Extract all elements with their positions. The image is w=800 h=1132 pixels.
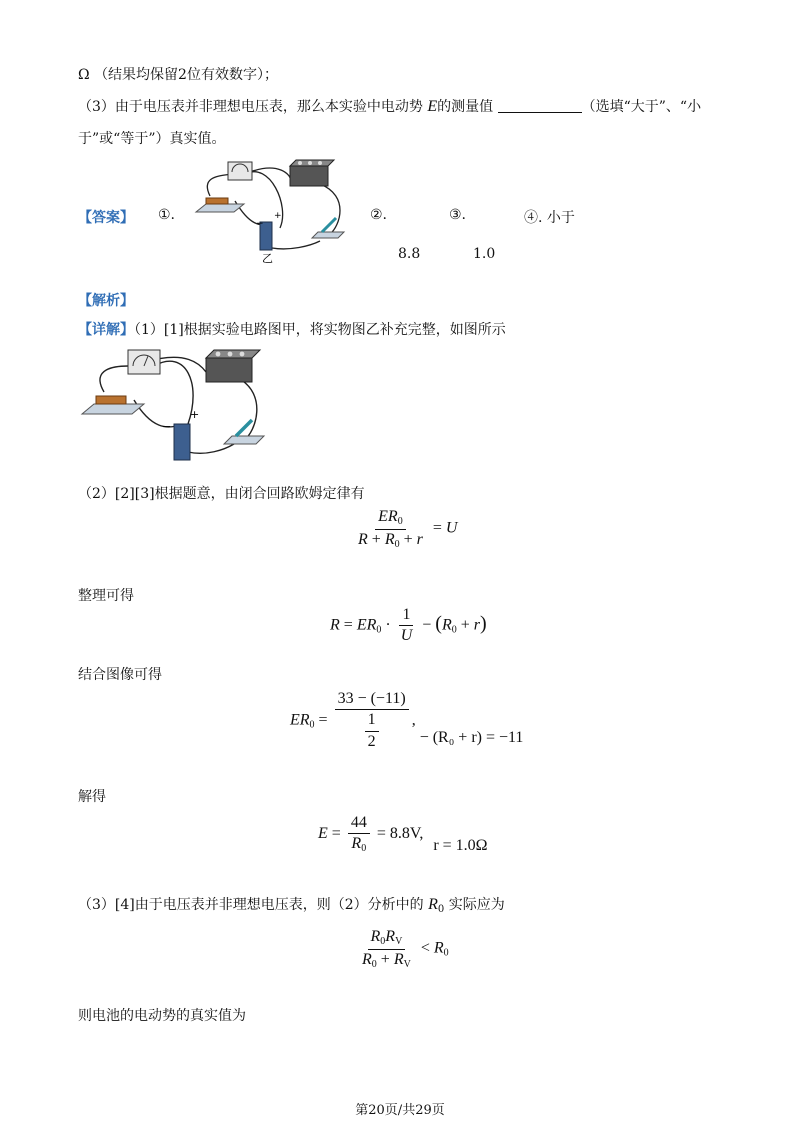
- equation-3-tail: − (R₀ + r) = −11: [419, 729, 524, 747]
- var-e: E: [427, 98, 438, 115]
- svg-text:−: −: [256, 219, 264, 229]
- answer-value-3: 1.0: [473, 246, 496, 262]
- analysis-tag: 【解析】: [78, 293, 134, 309]
- figure-label: 乙: [262, 252, 273, 264]
- equation-5: $\frac{R_0R_V}{R_0 + R_V}$ < $R_0$: [362, 928, 449, 970]
- answer-mark-3: ③.: [449, 207, 467, 223]
- detail-line-7: 则电池的电动势的真实值为: [78, 1008, 246, 1024]
- equation-1: $\frac{ER_0}{R + R_0 + r}$ = U: [358, 508, 458, 550]
- answer-mark-2: ②.: [370, 207, 388, 223]
- detail-line-5: 解得: [78, 789, 106, 805]
- detail-line-2: （2）[2][3]根据题意，由闭合回路欧姆定律有: [78, 486, 365, 502]
- detail-line-4: 结合图像可得: [78, 667, 162, 683]
- q3-label: （3）: [78, 99, 115, 115]
- answer-blank[interactable]: [498, 98, 582, 113]
- answer-tag: 【答案】: [78, 210, 134, 226]
- detail-line-1: [78, 319, 506, 339]
- omega-symbol: Ω: [78, 67, 90, 83]
- detail-line-3: 整理可得: [78, 588, 134, 604]
- top-note: [78, 64, 278, 84]
- answer-mark-4: ④. 小于: [524, 210, 575, 226]
- page-footer: 第20页/共29页: [355, 1103, 445, 1118]
- q3-text-a: 由于电压表并非理想电压表，那么本实验中电动势: [114, 99, 423, 115]
- circuit-figure-large: [76, 344, 266, 470]
- answer-mark-1: ①.: [158, 207, 176, 223]
- equation-4: E = $\frac{44}{R_0}$ = 8.8V, r = 1.0Ω: [318, 814, 488, 855]
- q3-text-b: 的测量值: [437, 99, 494, 115]
- rounding-note: （结果均保留2位有效数字）；: [94, 67, 278, 83]
- question-3-line1: [78, 96, 701, 116]
- circuit-figure-small: [190, 156, 350, 264]
- svg-text:−: −: [162, 420, 172, 433]
- svg-text:+: +: [274, 211, 282, 221]
- answer-value-2: 8.8: [398, 246, 421, 262]
- r-result: r = 1.0Ω: [433, 837, 488, 855]
- q3-text-c: （选填“大于”、“小: [581, 99, 702, 115]
- question-3-line2: 于”或“等于”）真实值。: [78, 131, 226, 147]
- detail-text-1: （1）[1]根据实验电路图甲，将实物图乙补充完整，如图所示: [134, 322, 506, 338]
- svg-text:+: +: [190, 408, 200, 421]
- equation-3: $ER_0$ = $\frac{33 - (-11)}{\frac{1}{2}}$ , − (R₀ + r) = −11: [290, 690, 524, 750]
- detail-tag: 【详解】: [78, 322, 134, 338]
- detail-line-6: （3）[4]由于电压表并非理想电压表，则（2）分析中的 $R_0$ 实际应为: [78, 896, 505, 915]
- equation-2: $R = ER_0$ · $\frac{1}{U}$ − $(R_0 + r)$: [330, 606, 487, 645]
